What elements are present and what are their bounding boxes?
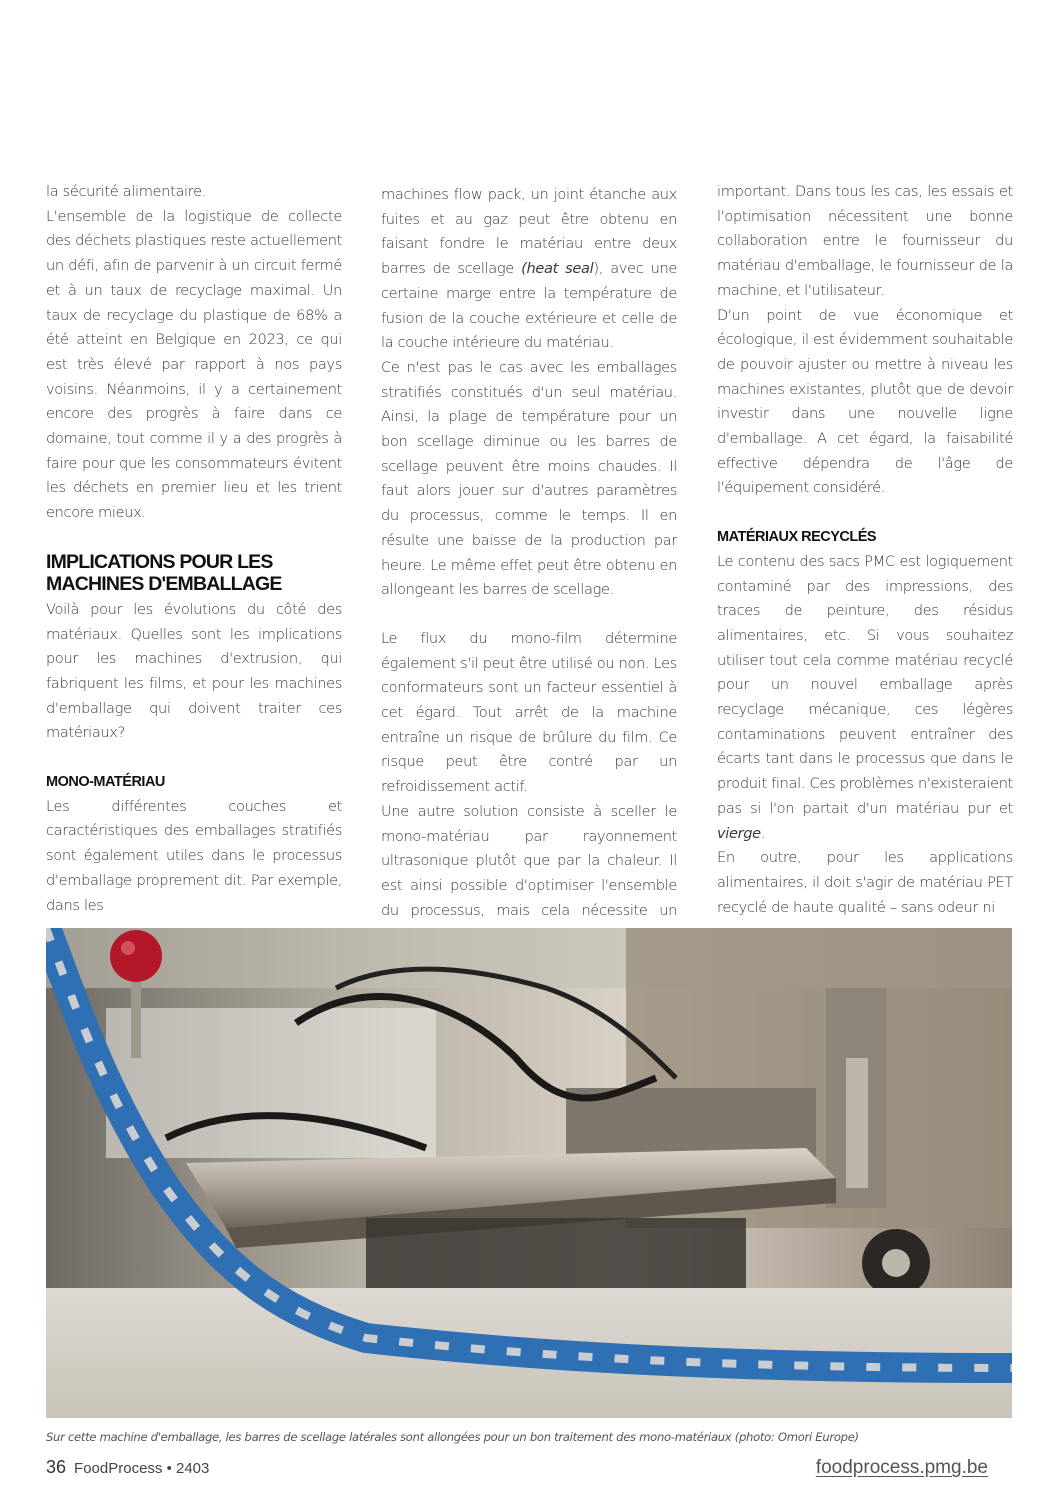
paragraph: Le flux du mono-film détermine également s'il peut être utilisé ou non. Les conformateurs sont un facteur essentiel à cet égard. Tout arrêt de la machine entraîne un risque de brûlure du film. Ce risque peut être contré par un refroidissement actif. [381, 629, 677, 796]
section-heading: IMPLICATIONS POUR LES MACHINES D'EMBALLAGE [46, 550, 282, 595]
text-column-2 [381, 180, 677, 948]
page-number: 36 [46, 1457, 67, 1477]
knob-highlight [121, 941, 135, 955]
spring-rod [846, 1058, 868, 1188]
wheel-hub [882, 1249, 910, 1277]
paragraph: En outre, pour les applications alimentaires, il doit s'agir de matériau PET recyclé de haute qualité – sans odeur ni [717, 849, 1013, 916]
text-run: . [760, 824, 766, 842]
paragraph [717, 550, 1013, 846]
packaging-machine-illustration [46, 928, 1012, 1418]
text-run: ), avec une certaine marge entre la température de fusion de la couche extérieure et celle de la couche intérieure du matériau. [381, 260, 678, 352]
text-column-3 [717, 180, 1013, 920]
paragraph: Ce n'est pas le cas avec les emballages stratifiés constitués d'un seul matériau. Ainsi, la plage de température pour un bon scellage diminue ou les barres de scellage peuvent être moins chaudes. Il faut alors jouer sur d'autres paramètres du processus, comme le temps. Il en résulte une baisse de la production par heure. Le même effet peut être obtenu en allongeant les barres de scellage. [381, 358, 677, 599]
paragraph-spacer [381, 603, 677, 627]
machine-photo [46, 928, 1012, 1418]
footer-page-info [46, 1457, 209, 1478]
italic-text: vierge [717, 824, 761, 842]
paragraph: important. Dans tous les cas, les essais et l'optimisation nécessitent une bonne collaboration entre le fournisseur du matériau d'emballage, le fournisseur de la machine, et l'utilisateur. [717, 183, 1013, 299]
paragraph [381, 183, 677, 356]
paragraph: la sécurité alimentaire. [46, 183, 206, 200]
subsection-heading: MATÉRIAUX RECYCLÉS [717, 529, 877, 546]
lower-mechanism [366, 1218, 746, 1288]
text-column-1 [46, 180, 342, 918]
paragraph: Voilà pour les évolutions du côté des matériaux. Quelles sont les implications pour les machines d'extrusion, qui fabriquent les films, et pour les machines d'emballage qui doivent traiter ces matériaux? [46, 600, 342, 742]
paragraph: Une autre solution consiste à sceller le mono-matériau par rayonnement ultrasonique plutôt que par la chaleur. Il est ainsi possible d'optimiser l'ensemble du processus, mais cela nécessite un [381, 802, 677, 919]
paragraph: Les différentes couches et caractéristiques des emballages stratifiés sont également utiles dans le processus d'emballage proprement dit. Par exemple, dans les [46, 797, 342, 914]
paragraph: L'ensemble de la logistique de collecte des déchets plastiques reste actuellement un défi, afin de parvenir à un circuit fermé et à un taux de recyclage maximal. Un taux de recyclage du plastique de 68% a été atteint en Belgique en 2023, ce qui est très élevé par rapport à nos pays voisins. Néanmoins, il y a certainement encore des progrès à faire dans ce domaine, tout comme il y a des progrès à faire pour que les consommateurs évitent les déchets en premier lieu et les trient encore mieux. [46, 207, 342, 522]
paragraph: D'un point de vue économique et écologique, il est évidemment souhaitable de pouvoir ajuster ou mettre à niveau les machines existantes, plutôt que de devoir investir dans une nouvelle ligne d'emballage. A cet égard, la faisabilité effective dépendra de l'âge de l'équipement considéré. [717, 306, 1013, 497]
red-knob [110, 930, 162, 982]
italic-text: (heat seal [521, 260, 594, 278]
text-run: machines flow pack, un joint étanche aux fuites et au gaz peut être obtenu en faisant fondre le matériau entre deux barres de scellage [381, 186, 677, 278]
subsection-heading: MONO-MATÉRIAU [46, 774, 165, 791]
publication-name: FoodProcess • 2403 [74, 1460, 210, 1477]
text-run: Le contenu des sacs PMC est logiquement contaminé par des impressions, des traces de peinture, des résidus alimentaires, etc. Si vous souhaitez utiliser tout cela comme matériau recyclé pour un nouvel emballage après recyclage mécanique, ces légères contaminations peuvent entraîner des écarts tant dans le processus que dans le produit final. Ces problèmes n'existeraient pas si l'on partait d'un matériau pur et [717, 552, 1013, 817]
website-link[interactable]: foodprocess.pmg.be [815, 1457, 988, 1478]
photo-caption: Sur cette machine d'emballage, les barres de scellage latérales sont allongées pour un bon traitement des mono-matériaux (photo: Omori Europe) [46, 1430, 859, 1444]
